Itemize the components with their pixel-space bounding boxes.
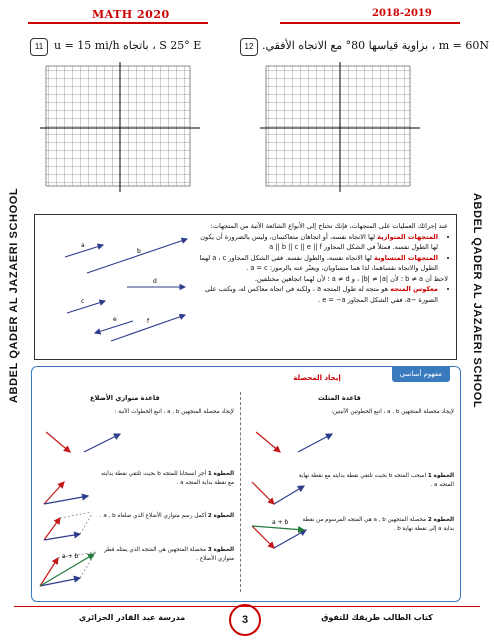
vector-b: [87, 239, 187, 273]
parallelogram-step2-figure: [40, 512, 96, 546]
vector-types-intro: عند إجرائك العمليات على المتجهات، فإنك تحتاج إلى الأنواع الشائعة الآتية من المتجهات:: [210, 222, 448, 230]
parallelogram-step3-label: الخطوة 3: [207, 547, 234, 553]
side-label-right: ABDEL QADER AL JAZAERI SCHOOL: [471, 193, 483, 409]
header-year: 2018-2019: [372, 8, 432, 19]
question-number-12: 12: [240, 38, 258, 56]
parallelogram-step1: [98, 470, 234, 487]
key-concept-tab: مفهوم أساسي: [392, 366, 450, 382]
parallelogram-step3-text: محصلة المتجهين هي المتجه الذي يمثله قطر متوازي الأضلاع .: [104, 547, 234, 562]
vector-label-e: e: [113, 316, 117, 323]
opposite-vector-title: معكوس المتجه: [390, 285, 438, 293]
parallel-vectors-formula: a || b || c || e || f: [269, 243, 322, 251]
parallelogram-vectors-figure: [40, 428, 150, 458]
vector-types-box: [34, 214, 457, 360]
footer-book: كتاب الطالب طريقك للتفوق: [321, 613, 433, 622]
parallelogram-step2: [98, 512, 234, 521]
triangle-vectors-figure: [248, 428, 388, 458]
header-title: MATH 2020: [92, 8, 170, 21]
footer-school: مدرسة عبد القادر الجزائري: [78, 613, 186, 622]
triangle-step2-label: الخطوة 2: [427, 517, 454, 523]
column-divider: [240, 392, 242, 592]
parallelogram-step2-text: أكمل رسم متوازي الأضلاع الذي ضلعاه a , b .: [99, 513, 207, 519]
parallel-vectors-text: لها الاتجاه نفسه، أو اتجاهان متعاكسان، وليس بالضرورة أن يكون لها الطول نفسه. فمثلاً في الشكل المجاور: [200, 232, 438, 251]
equal-vectors-text: لها الاتجاه نفسه، والطول نفسه. ففي الشكل المجاور a ، c لهما الطول والاتجاه نفساهما، لذا هما متساويان، ويعبّر عنه بالرموز: a = c .: [199, 253, 438, 272]
triangle-step1-text: اسحب المتجه b بحيث تلتقي نقطة بدايته مع نقطة نهاية المتجه a .: [298, 473, 454, 488]
triangle-rule-intro: لإيجاد محصلة المتجهين a , b ، اتبع الخطوتين الآتيتين:: [331, 409, 454, 415]
coordinate-grid-left[interactable]: [40, 62, 200, 192]
parallelogram-step1-figure: [40, 476, 96, 510]
triangle-step1-figure: [248, 478, 308, 510]
parallelogram-sum-label: a + b: [62, 553, 79, 560]
triangle-step2-text: محصلة المتجهين a , b هي المتجه المرسوم من نقطة بداية a إلى نقطة نهاية b .: [302, 517, 454, 532]
triangle-step2: [298, 516, 454, 533]
header-divider-right: [280, 22, 460, 24]
question-text-11: S 25° E ، باتجاه u = 15 mi/h: [54, 39, 202, 52]
vector-label-b: b: [137, 248, 141, 255]
parallelogram-step2-label: الخطوة 2: [207, 513, 234, 519]
coordinate-grid-right[interactable]: [260, 62, 420, 192]
triangle-step1: [298, 472, 454, 489]
triangle-sum-label: a + b: [272, 519, 289, 526]
question-number-11: 11: [30, 38, 48, 56]
parallelogram-step1-text: أجر انسحابا للمتجه b بحيث تلتقي نقطة بدايته مع نقطة بداية المتجه a .: [100, 471, 234, 486]
vector-label-a: a: [81, 242, 85, 249]
vector-c: [67, 301, 105, 313]
vector-types-note: لاحظ أن b ≠ a ؛ لأن |b| ≠ |a| ، و a ≠ d ؛ لأن لهما اتجاهين مختلفين.: [254, 274, 448, 283]
side-label-left: ABDEL QADER AL JAZAERI SCHOOL: [8, 187, 20, 403]
parallelogram-rule-title: قاعدة متوازي الأضلاع: [90, 394, 160, 402]
triangle-step1-label: الخطوة 1: [427, 473, 454, 479]
vector-types-figure: [37, 223, 199, 353]
parallelogram-step3: [98, 546, 234, 563]
parallelogram-step3-figure: [36, 546, 100, 592]
question-text-12: m = 60N ، بزاوية قياسها 80° مع الاتجاه الأفقي.: [262, 39, 489, 52]
parallelogram-step1-label: الخطوة 1: [207, 471, 234, 477]
vector-label-c: c: [81, 298, 85, 305]
header-divider-left: [28, 22, 208, 24]
triangle-step2-figure: [248, 518, 312, 558]
page-number: 3: [229, 604, 261, 636]
triangle-rule-title: قاعدة المثلث: [318, 394, 361, 402]
parallel-vectors-title: المتجهات المتوازية: [377, 232, 438, 241]
section-title: إيجاد المحصلة: [293, 374, 341, 382]
vector-label-d: d: [153, 278, 157, 285]
opposite-vector-text: هو متجه له طول المتجه a ، ولكنه في اتجاه معاكس له، ويكتب على الصورة −a، ففي الشكل المجاور e = −a .: [204, 285, 438, 304]
equal-vectors-title: المتجهات المتساوية: [374, 253, 438, 262]
vector-label-f: f: [147, 318, 150, 325]
parallelogram-rule-intro: لإيجاد محصلة المتجهين a , b ، اتبع الخطوات الآتية :: [114, 409, 234, 415]
vector-types-text: [196, 221, 448, 305]
